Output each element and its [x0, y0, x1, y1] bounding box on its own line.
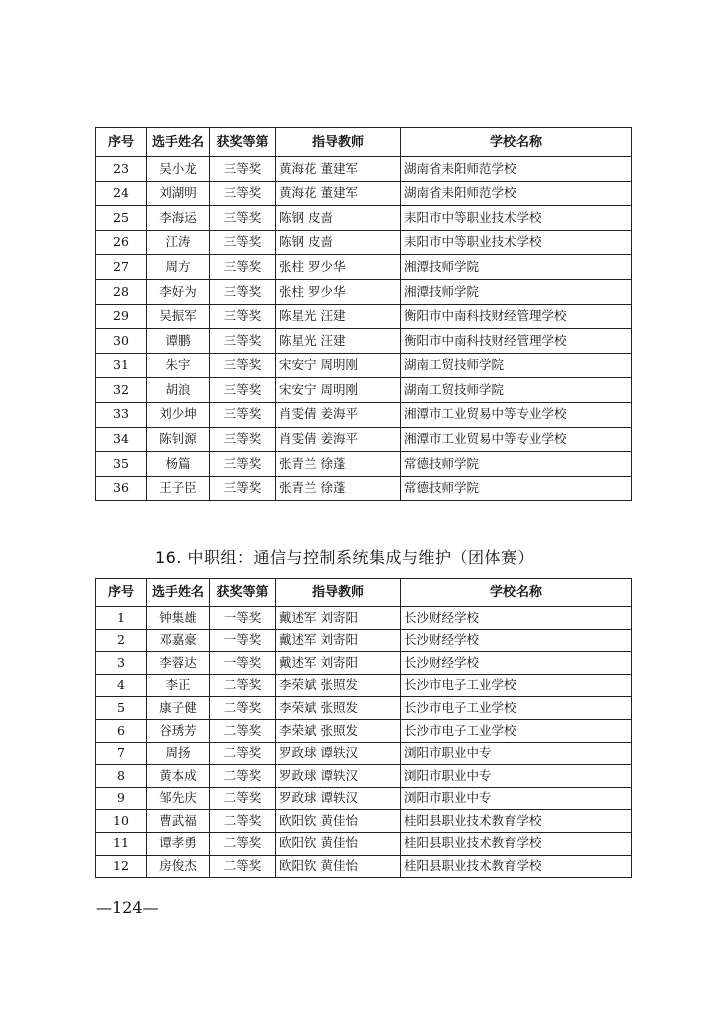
- cell-school-name: 浏阳市职业中专: [401, 787, 632, 810]
- cell-contestant-name: 谷琇芳: [147, 719, 210, 742]
- cell-instructors: 陈钢 皮啬: [276, 230, 401, 255]
- cell-award-level: 一等奖: [210, 629, 276, 652]
- cell-instructors: 张青兰 徐蓬: [276, 476, 401, 501]
- cell-contestant-name: 谭孝勇: [147, 832, 210, 855]
- cell-contestant-name: 李海运: [147, 206, 210, 231]
- cell-award-level: 二等奖: [210, 742, 276, 765]
- cell-index: 29: [96, 304, 147, 329]
- cell-contestant-name: 刘少坤: [147, 402, 210, 427]
- cell-contestant-name: 李正: [147, 674, 210, 697]
- header-award-level: 获奖等第: [210, 128, 276, 157]
- cell-instructors: 宋安宁 周明刚: [276, 378, 401, 403]
- page-number: —124—: [96, 898, 159, 917]
- cell-index: 9: [96, 787, 147, 810]
- table-row: [96, 378, 632, 403]
- cell-contestant-name: 钟集雄: [147, 607, 210, 630]
- cell-school-name: 常德技师学院: [401, 476, 632, 501]
- cell-contestant-name: 康子健: [147, 697, 210, 720]
- cell-instructors: 陈星光 汪建: [276, 329, 401, 354]
- cell-award-level: 三等奖: [210, 427, 276, 452]
- table-row: [96, 452, 632, 477]
- table-row: [96, 206, 632, 231]
- cell-school-name: 长沙财经学校: [401, 607, 632, 630]
- cell-instructors: 张柱 罗少华: [276, 279, 401, 304]
- cell-instructors: 李荣斌 张照发: [276, 674, 401, 697]
- table-row: [96, 697, 632, 720]
- cell-contestant-name: 朱宇: [147, 353, 210, 378]
- section-title: 16. 中职组：通信与控制系统集成与维护（团体赛）: [155, 548, 535, 567]
- table-row: [96, 652, 632, 675]
- cell-award-level: 二等奖: [210, 787, 276, 810]
- cell-instructors: 李荣斌 张照发: [276, 719, 401, 742]
- cell-instructors: 宋安宁 周明刚: [276, 353, 401, 378]
- cell-award-level: 三等奖: [210, 353, 276, 378]
- table-header-row: [96, 128, 632, 157]
- table-row: [96, 719, 632, 742]
- cell-award-level: 三等奖: [210, 476, 276, 501]
- table-row: [96, 607, 632, 630]
- cell-instructors: 李荣斌 张照发: [276, 697, 401, 720]
- cell-contestant-name: 周扬: [147, 742, 210, 765]
- table-row: [96, 674, 632, 697]
- cell-contestant-name: 胡浪: [147, 378, 210, 403]
- cell-instructors: 陈星光 汪建: [276, 304, 401, 329]
- cell-contestant-name: 邹先庆: [147, 787, 210, 810]
- cell-index: 35: [96, 452, 147, 477]
- cell-school-name: 长沙财经学校: [401, 629, 632, 652]
- cell-index: 12: [96, 855, 147, 878]
- table-row: [96, 181, 632, 206]
- cell-instructors: 欧阳钦 黄佳怡: [276, 832, 401, 855]
- cell-award-level: 三等奖: [210, 230, 276, 255]
- header-school-name: 学校名称: [401, 579, 632, 607]
- table-row: [96, 787, 632, 810]
- cell-contestant-name: 房俊杰: [147, 855, 210, 878]
- table-row: [96, 255, 632, 280]
- cell-school-name: 湘潭市工业贸易中等专业学校: [401, 427, 632, 452]
- cell-contestant-name: 邓嘉豪: [147, 629, 210, 652]
- cell-instructors: 罗政球 谭轶汉: [276, 765, 401, 788]
- cell-instructors: 罗政球 谭轶汉: [276, 787, 401, 810]
- cell-index: 33: [96, 402, 147, 427]
- cell-contestant-name: 周方: [147, 255, 210, 280]
- table-row: [96, 810, 632, 833]
- cell-school-name: 桂阳县职业技术教育学校: [401, 810, 632, 833]
- header-award-level: 获奖等第: [210, 579, 276, 607]
- cell-instructors: 肖雯倩 姜海平: [276, 427, 401, 452]
- cell-award-level: 三等奖: [210, 329, 276, 354]
- cell-instructors: 肖雯倩 姜海平: [276, 402, 401, 427]
- cell-index: 31: [96, 353, 147, 378]
- table-row: [96, 329, 632, 354]
- cell-school-name: 浏阳市职业中专: [401, 742, 632, 765]
- cell-index: 30: [96, 329, 147, 354]
- cell-school-name: 长沙财经学校: [401, 652, 632, 675]
- cell-index: 3: [96, 652, 147, 675]
- cell-contestant-name: 杨篇: [147, 452, 210, 477]
- cell-school-name: 湘潭市工业贸易中等专业学校: [401, 402, 632, 427]
- cell-school-name: 桂阳县职业技术教育学校: [401, 832, 632, 855]
- cell-index: 25: [96, 206, 147, 231]
- awards-table-communication-control: [95, 578, 632, 878]
- cell-contestant-name: 谭鹏: [147, 329, 210, 354]
- cell-contestant-name: 李蓉达: [147, 652, 210, 675]
- cell-contestant-name: 刘湖明: [147, 181, 210, 206]
- cell-school-name: 长沙市电子工业学校: [401, 697, 632, 720]
- cell-school-name: 耒阳市中等职业技术学校: [401, 206, 632, 231]
- cell-contestant-name: 吴振军: [147, 304, 210, 329]
- header-contestant-name: 选手姓名: [147, 579, 210, 607]
- cell-contestant-name: 江涛: [147, 230, 210, 255]
- cell-index: 2: [96, 629, 147, 652]
- cell-instructors: 罗政球 谭轶汉: [276, 742, 401, 765]
- cell-school-name: 长沙市电子工业学校: [401, 719, 632, 742]
- cell-award-level: 三等奖: [210, 402, 276, 427]
- cell-award-level: 二等奖: [210, 697, 276, 720]
- cell-index: 11: [96, 832, 147, 855]
- cell-instructors: 陈钢 皮啬: [276, 206, 401, 231]
- cell-index: 7: [96, 742, 147, 765]
- cell-index: 5: [96, 697, 147, 720]
- cell-index: 1: [96, 607, 147, 630]
- cell-instructors: 黄海花 董建军: [276, 181, 401, 206]
- cell-instructors: 戴述军 刘寄阳: [276, 607, 401, 630]
- cell-award-level: 三等奖: [210, 255, 276, 280]
- cell-index: 24: [96, 181, 147, 206]
- cell-school-name: 湘潭技师学院: [401, 255, 632, 280]
- cell-award-level: 二等奖: [210, 855, 276, 878]
- table-row: [96, 629, 632, 652]
- header-index: 序号: [96, 128, 147, 157]
- cell-award-level: 二等奖: [210, 719, 276, 742]
- cell-contestant-name: 陈钊源: [147, 427, 210, 452]
- table-row: [96, 476, 632, 501]
- cell-index: 27: [96, 255, 147, 280]
- table-row: [96, 855, 632, 878]
- cell-index: 4: [96, 674, 147, 697]
- cell-contestant-name: 黄本成: [147, 765, 210, 788]
- cell-contestant-name: 王子臣: [147, 476, 210, 501]
- cell-award-level: 三等奖: [210, 181, 276, 206]
- header-school-name: 学校名称: [401, 128, 632, 157]
- cell-award-level: 一等奖: [210, 607, 276, 630]
- cell-school-name: 桂阳县职业技术教育学校: [401, 855, 632, 878]
- cell-award-level: 三等奖: [210, 304, 276, 329]
- cell-school-name: 衡阳市中南科技财经管理学校: [401, 304, 632, 329]
- cell-index: 10: [96, 810, 147, 833]
- cell-award-level: 二等奖: [210, 674, 276, 697]
- cell-school-name: 常德技师学院: [401, 452, 632, 477]
- cell-school-name: 湘潭技师学院: [401, 279, 632, 304]
- cell-school-name: 浏阳市职业中专: [401, 765, 632, 788]
- cell-index: 6: [96, 719, 147, 742]
- table-row: [96, 230, 632, 255]
- cell-instructors: 戴述军 刘寄阳: [276, 652, 401, 675]
- cell-index: 28: [96, 279, 147, 304]
- cell-contestant-name: 吴小龙: [147, 157, 210, 182]
- cell-contestant-name: 曹武福: [147, 810, 210, 833]
- cell-school-name: 湖南省耒阳师范学校: [401, 157, 632, 182]
- cell-index: 36: [96, 476, 147, 501]
- table-row: [96, 427, 632, 452]
- cell-award-level: 三等奖: [210, 378, 276, 403]
- table-body: [96, 157, 632, 501]
- cell-award-level: 三等奖: [210, 206, 276, 231]
- table-row: [96, 402, 632, 427]
- cell-school-name: 长沙市电子工业学校: [401, 674, 632, 697]
- cell-award-level: 一等奖: [210, 652, 276, 675]
- cell-instructors: 张青兰 徐蓬: [276, 452, 401, 477]
- header-index: 序号: [96, 579, 147, 607]
- cell-school-name: 耒阳市中等职业技术学校: [401, 230, 632, 255]
- table-row: [96, 353, 632, 378]
- awards-table-continued: [95, 127, 632, 501]
- cell-award-level: 二等奖: [210, 810, 276, 833]
- cell-award-level: 二等奖: [210, 832, 276, 855]
- cell-instructors: 张柱 罗少华: [276, 255, 401, 280]
- table-body: [96, 607, 632, 878]
- cell-instructors: 黄海花 董建军: [276, 157, 401, 182]
- cell-index: 23: [96, 157, 147, 182]
- table-row: [96, 765, 632, 788]
- table-header-row: [96, 579, 632, 607]
- cell-instructors: 欧阳钦 黄佳怡: [276, 810, 401, 833]
- cell-award-level: 二等奖: [210, 765, 276, 788]
- cell-contestant-name: 李好为: [147, 279, 210, 304]
- cell-index: 8: [96, 765, 147, 788]
- table-row: [96, 742, 632, 765]
- cell-index: 26: [96, 230, 147, 255]
- header-instructors: 指导教师: [276, 579, 401, 607]
- header-contestant-name: 选手姓名: [147, 128, 210, 157]
- table-row: [96, 279, 632, 304]
- cell-instructors: 欧阳钦 黄佳怡: [276, 855, 401, 878]
- header-instructors: 指导教师: [276, 128, 401, 157]
- cell-index: 34: [96, 427, 147, 452]
- table-row: [96, 832, 632, 855]
- table-row: [96, 304, 632, 329]
- table-row: [96, 157, 632, 182]
- cell-award-level: 三等奖: [210, 279, 276, 304]
- cell-award-level: 三等奖: [210, 157, 276, 182]
- cell-school-name: 湖南工贸技师学院: [401, 378, 632, 403]
- cell-instructors: 戴述军 刘寄阳: [276, 629, 401, 652]
- cell-school-name: 湖南省耒阳师范学校: [401, 181, 632, 206]
- cell-school-name: 湖南工贸技师学院: [401, 353, 632, 378]
- cell-index: 32: [96, 378, 147, 403]
- cell-award-level: 三等奖: [210, 452, 276, 477]
- cell-school-name: 衡阳市中南科技财经管理学校: [401, 329, 632, 354]
